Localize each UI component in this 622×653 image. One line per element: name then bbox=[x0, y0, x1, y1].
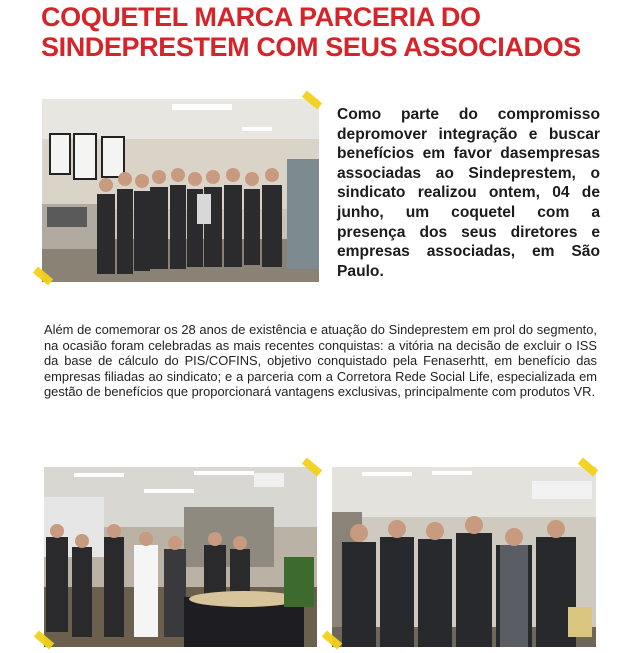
article-title bbox=[41, 2, 601, 62]
body-paragraph: Além de comemorar os 28 anos de existência e atuação do Sindeprestem em prol do segmento, na ocasião foram celebradas as mais recentes conquistas: a vitória na decisão de excluir o ISS da base de cálculo do PIS/COFINS, objetivo conquistado pela Fenaserhtt, em benefício das empresas filiadas ao sindicato; e a parceria com a Corretora Rede Social Life, especializada em gestão de benefícios que proporcionará vantagens exclusivas, principalmente com produtos VR. bbox=[44, 322, 597, 400]
group-photo bbox=[42, 99, 319, 282]
lead-paragraph: Como parte do compromisso depromover integração e buscar benefícios em favor dasempresas associadas ao Sindeprestem, o sindicato realizou ontem, 04 de junho, um coquetel com a presença dos seus diretores e empresas associadas, em São Paulo. bbox=[337, 106, 600, 280]
cocktail-photo bbox=[44, 467, 317, 647]
title-line-1: COQUETEL MARCA PARCERIA DO bbox=[41, 2, 481, 32]
title-line-2: SINDEPRESTEM COM SEUS ASSOCIADOS bbox=[41, 32, 581, 62]
directors-photo bbox=[332, 467, 596, 647]
